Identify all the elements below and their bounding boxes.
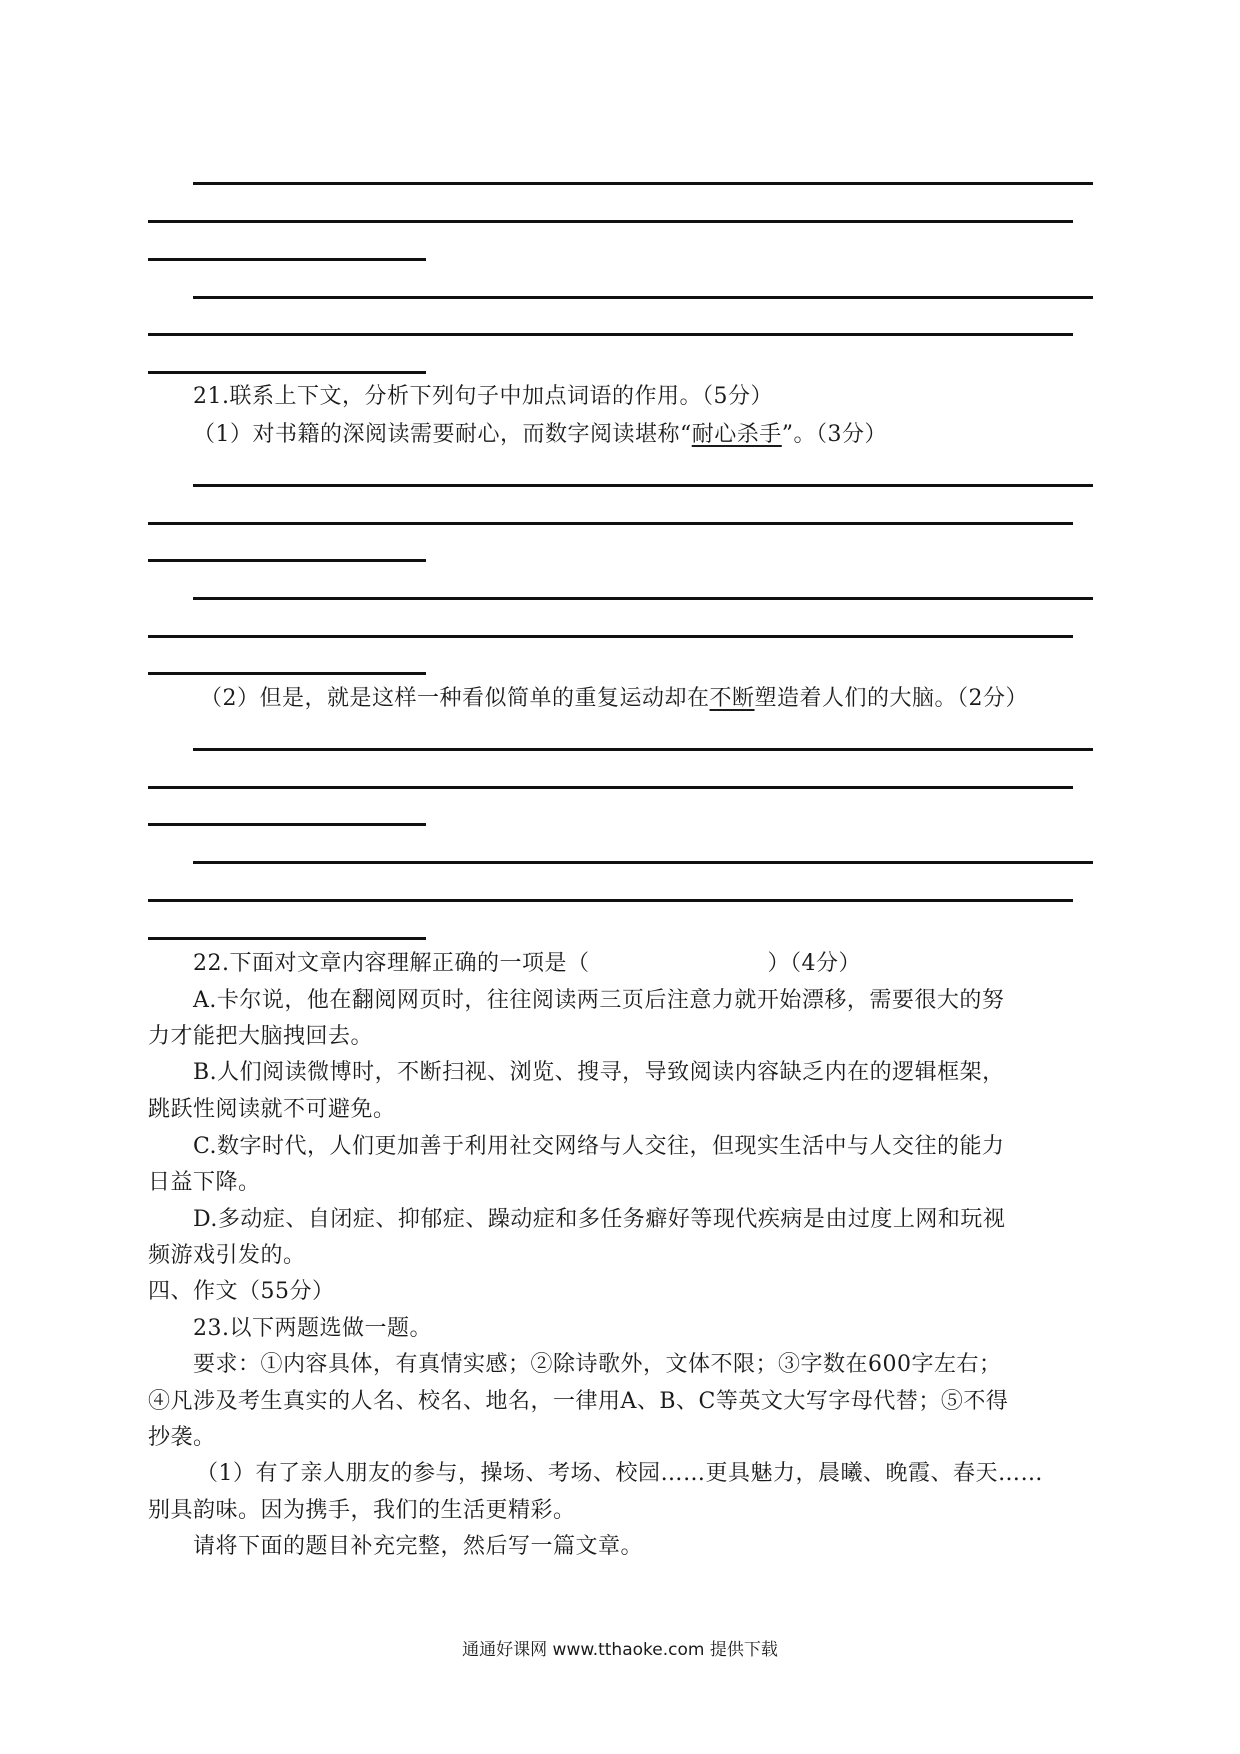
requirements-line1: 要求：①内容具体，有真情实感；②除诗歌外，文体不限；③字数在600字左右； (193, 1352, 1002, 1377)
answer-line[interactable] (148, 258, 426, 261)
q21-sub1-after: ”。（3分） (781, 422, 888, 447)
answer-line[interactable] (148, 522, 1073, 525)
answer-line[interactable] (193, 597, 1093, 600)
requirements-line3: 抄袭。 (148, 1425, 216, 1450)
q23-title: 23.以下两题选做一题。 (193, 1316, 432, 1341)
prompt1-line2: 别具韵味。因为携手，我们的生活更精彩。 (148, 1498, 576, 1523)
q21-sub2 (200, 684, 1028, 714)
answer-line[interactable] (193, 182, 1093, 185)
q22-stem-before: 22.下面对文章内容理解正确的一项是（ (193, 951, 590, 976)
answer-line[interactable] (193, 748, 1093, 751)
q22-option-a-line2: 力才能把大脑拽回去。 (148, 1024, 374, 1049)
q21-sub2-after: 塑造着人们的大脑。（2分） (754, 686, 1029, 711)
answer-line[interactable] (148, 786, 1073, 789)
answer-line[interactable] (193, 296, 1093, 299)
q21-title: 21.联系上下文，分析下列句子中加点词语的作用。（5分） (193, 384, 773, 409)
answer-line[interactable] (193, 484, 1093, 487)
q21-sub1-marked: 耐心杀手 (691, 422, 782, 447)
q21-sub1-before: （1）对书籍的深阅读需要耐心，而数字阅读堪称“ (193, 422, 692, 447)
answer-line[interactable] (148, 333, 1073, 336)
section4-heading: 四、作文（55分） (148, 1279, 335, 1304)
answer-line[interactable] (193, 861, 1093, 864)
requirements-line2: ④凡涉及考生真实的人名、校名、地名，一律用A、B、C等英文大写字母代替；⑤不得 (148, 1389, 1009, 1414)
answer-line[interactable] (148, 220, 1073, 223)
q22-stem (193, 949, 861, 979)
answer-line[interactable] (148, 371, 426, 374)
answer-line[interactable] (148, 559, 426, 562)
q22-option-a-line1: A.卡尔说，他在翻阅网页时，往往阅读两三页后注意力就开始漂移，需要很大的努 (193, 988, 1005, 1013)
q22-option-c-line2: 日益下降。 (148, 1170, 261, 1195)
q22-option-b-line2: 跳跃性阅读就不可避免。 (148, 1097, 396, 1122)
answer-line[interactable] (148, 635, 1073, 638)
q21-sub2-marked: 不断 (709, 686, 755, 711)
instruction: 请将下面的题目补充完整，然后写一篇文章。 (193, 1534, 644, 1559)
q22-option-b-line1: B.人们阅读微博时，不断扫视、浏览、搜寻，导致阅读内容缺乏内在的逻辑框架， (193, 1060, 1005, 1085)
answer-line[interactable] (148, 823, 426, 826)
q21-sub2-before: （2）但是，就是这样一种看似简单的重复运动却在 (200, 686, 710, 711)
answer-line[interactable] (148, 899, 1073, 902)
answer-line[interactable] (148, 672, 426, 675)
q22-option-c-line1: C.数字时代，人们更加善于利用社交网络与人交往，但现实生活中与人交往的能力 (193, 1134, 1005, 1159)
q21-sub1 (193, 420, 887, 450)
q22-option-d-line1: D.多动症、自闭症、抑郁症、躁动症和多任务癖好等现代疾病是由过度上网和玩视 (193, 1207, 1006, 1232)
prompt1-line1: （1）有了亲人朋友的参与，操场、考场、校园……更具魅力，晨曦、晚霞、春天…… (196, 1461, 1043, 1486)
q22-option-d-line2: 频游戏引发的。 (148, 1243, 306, 1268)
q22-stem-after: ）（4分） (767, 951, 861, 976)
page-footer: 通通好课网 www.tthaoke.com 提供下载 (462, 1640, 778, 1660)
answer-line[interactable] (148, 937, 426, 940)
